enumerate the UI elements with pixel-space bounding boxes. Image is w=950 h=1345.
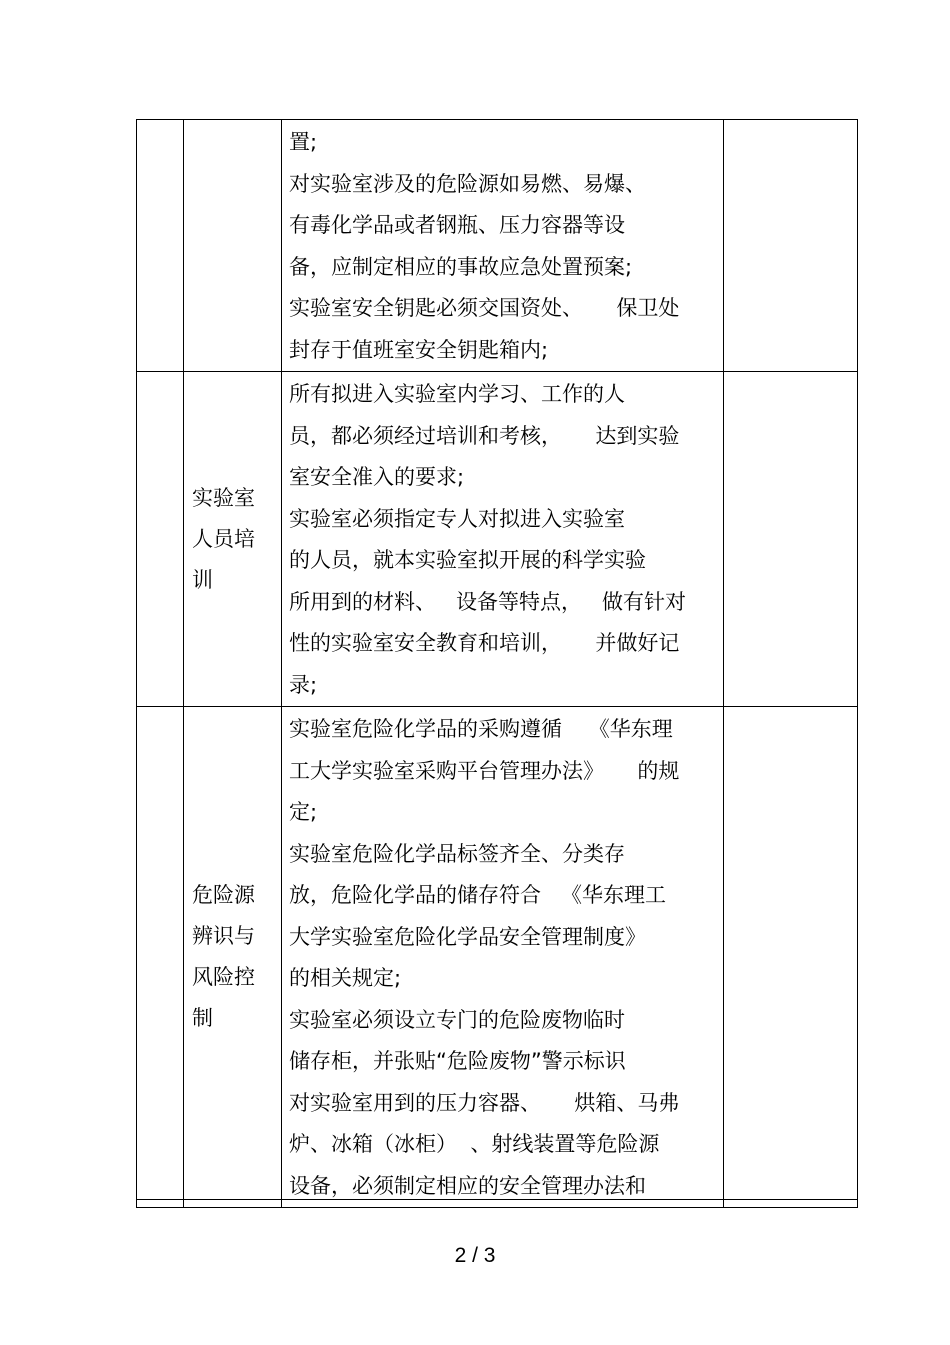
content-line: 工大学实验室采购平台管理办法》 的规	[289, 758, 680, 783]
table-row	[137, 372, 858, 707]
table-bottom-rule	[136, 1199, 857, 1200]
content-line: 实验室危险化学品标签齐全、分类存	[289, 841, 625, 866]
item-label-line: 制	[192, 1006, 213, 1030]
content-line: 定;	[289, 800, 318, 824]
content-line: 实验室安全钥匙必须交国资处、 保卫处	[289, 296, 680, 320]
number-cell	[137, 372, 184, 707]
item-label-line: 训	[192, 567, 213, 592]
number-cell	[137, 707, 184, 1208]
content-cell	[282, 707, 724, 1208]
content-line: 室安全准入的要求;	[289, 465, 465, 489]
remark-cell	[724, 372, 858, 707]
item-label-line: 实验室	[192, 485, 255, 510]
content-line: 置;	[289, 130, 318, 154]
item-label-line: 辨识与	[192, 924, 255, 948]
content-line: 所有拟进入实验室内学习、工作的人	[289, 382, 625, 406]
content-line: 炉、冰箱（冰柜） 、射线装置等危险源	[289, 1132, 660, 1156]
content-line: 放，危险化学品的储存符合 《华东理工	[289, 883, 667, 907]
item-cell	[184, 707, 282, 1208]
content-line: 实验室必须指定专人对拟进入实验室	[289, 506, 625, 531]
content-line: 设备，必须制定相应的安全管理办法和	[289, 1173, 646, 1198]
content-line: 性的实验室安全教育和培训， 并做好记	[289, 631, 680, 655]
item-cell	[184, 120, 282, 372]
item-label-line: 危险源	[192, 883, 255, 907]
item-label-line: 风险控	[192, 965, 255, 989]
content-line: 对实验室涉及的危险源如易燃、易爆、	[289, 171, 646, 196]
content-line: 大学实验室危险化学品安全管理制度》	[289, 924, 646, 949]
content-line: 实验室危险化学品的采购遵循 《华东理	[289, 717, 673, 741]
content-cell	[282, 120, 724, 372]
item-label-line: 人员培	[192, 526, 255, 551]
page-number: 2 / 3	[454, 1244, 496, 1267]
item-cell	[184, 372, 282, 707]
content-cell	[282, 372, 724, 707]
number-cell	[137, 120, 184, 372]
content-line: 的人员，就本实验室拟开展的科学实验	[289, 548, 646, 572]
table-row	[137, 120, 858, 372]
content-line: 员，都必须经过培训和考核， 达到实验	[289, 423, 680, 448]
remark-cell	[724, 707, 858, 1208]
content-line: 所用到的材料、 设备等特点， 做有针对	[289, 589, 687, 614]
content-line: 封存于值班室安全钥匙箱内;	[289, 337, 549, 362]
regulation-table	[136, 119, 858, 1208]
content-line: 实验室必须设立专门的危险废物临时	[289, 1007, 625, 1032]
remark-cell	[724, 120, 858, 372]
content-line: 的相关规定;	[289, 966, 402, 990]
content-line: 有毒化学品或者钢瓶、压力容器等设	[289, 213, 625, 237]
content-line: 对实验室用到的压力容器、 烘箱、马弗	[289, 1090, 680, 1115]
table-row	[137, 707, 858, 1208]
content-line: 储存柜，并张贴“危险废物”警示标识	[289, 1049, 626, 1073]
content-line: 录;	[289, 672, 318, 697]
content-line: 备，应制定相应的事故应急处置预案;	[289, 254, 633, 279]
